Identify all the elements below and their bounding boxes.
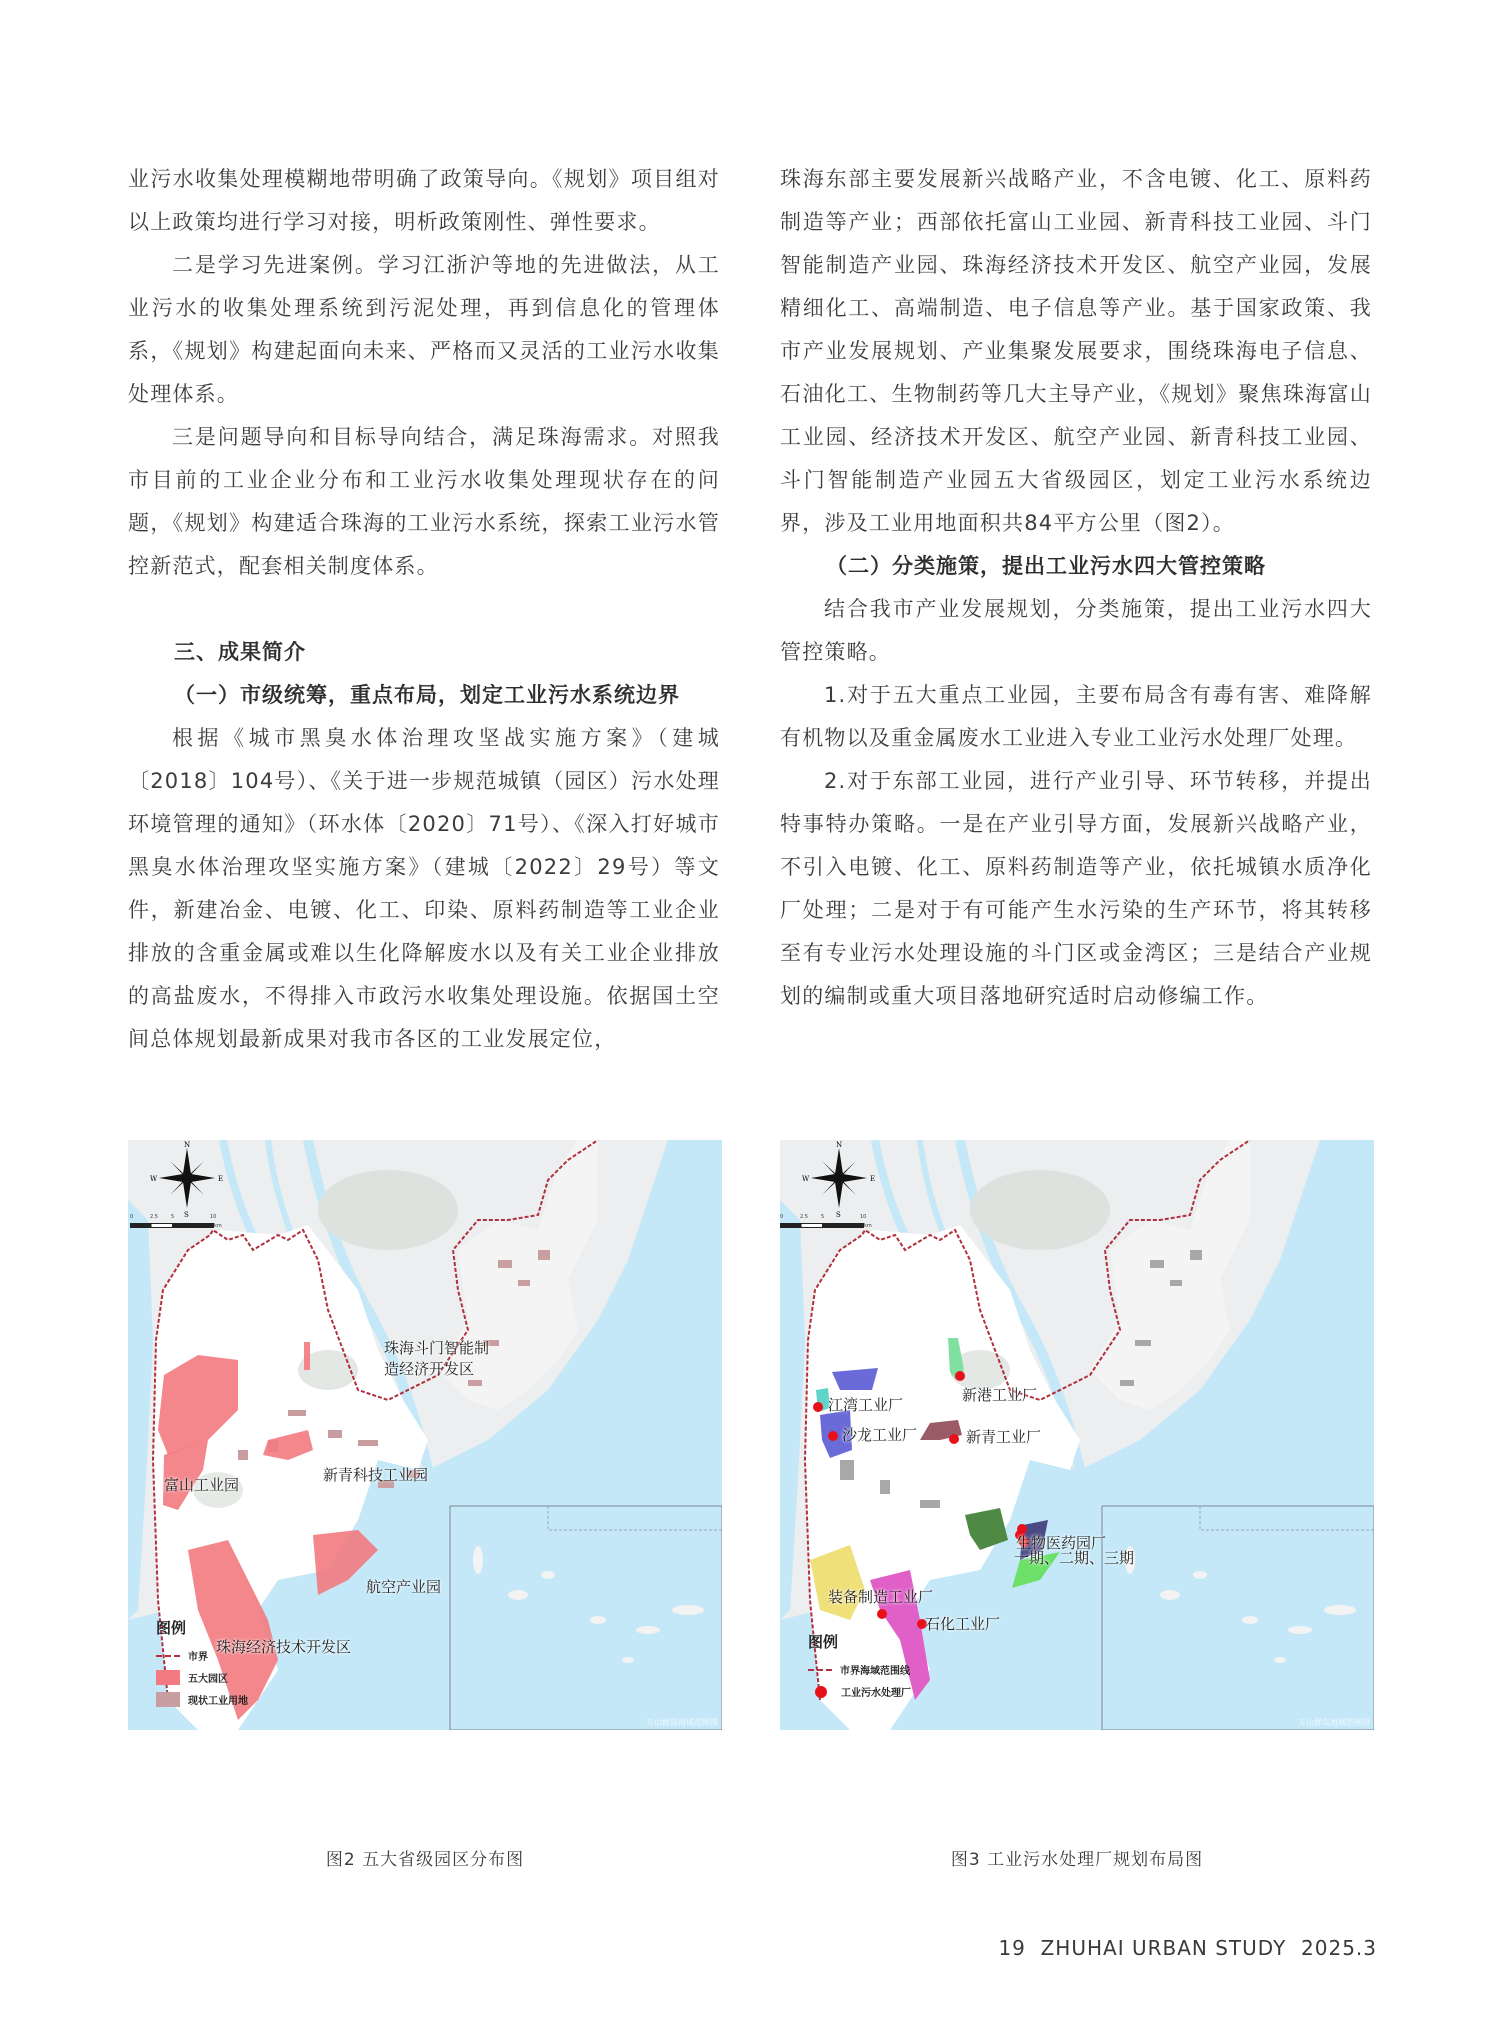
figure-3-caption: 图3 工业污水处理厂规划布局图	[950, 1850, 1204, 1870]
compass-n: N	[836, 1141, 843, 1149]
map-legend	[156, 1617, 248, 1714]
label-hangkong: 航空产业园	[366, 1578, 442, 1596]
legend-label: 市界海域范围线	[840, 1666, 910, 1677]
park-doumen	[304, 1342, 310, 1370]
body-paragraph: 二是学习先进案例。学习江浙沪等地的先进做法，从工业污水的收集处理系统到污泥处理，再到信息化的管理体系，《规划》构建起面向未来、严格而又灵活的工业污水收集处理体系。	[128, 253, 720, 406]
page-footer	[998, 1936, 1377, 1960]
compass-w: W	[802, 1175, 810, 1183]
subsection-heading: （一）市级统筹，重点布局，划定工业污水系统边界	[174, 683, 680, 707]
compass-rose	[142, 1140, 232, 1222]
label-xinqing: 新青科技工业园	[323, 1466, 429, 1484]
inset-map-frame	[1102, 1506, 1374, 1730]
legend-item	[808, 1662, 911, 1677]
hill-shade	[318, 1170, 458, 1250]
map-canvas	[780, 1140, 1374, 1730]
label-line: 珠海斗门智能制	[384, 1339, 490, 1357]
scale-tick: 2.5	[150, 1214, 158, 1220]
scale-tick: 10	[860, 1214, 867, 1220]
boundary-swatch	[156, 1655, 180, 1657]
boundary-swatch	[808, 1669, 832, 1671]
label-fushan: 富山工业园	[164, 1476, 240, 1494]
label-plant-biomed: 生物医药园厂	[1016, 1534, 1107, 1552]
industrial-swatch	[156, 1692, 180, 1707]
label-plant-xinqing: 新青工业厂	[966, 1428, 1042, 1446]
figure-3-map	[780, 1140, 1374, 1730]
plant-dot-icon	[815, 1686, 827, 1698]
body-paragraph: 1.对于五大重点工业园，主要布局含有毒有害、难降解有机物以及重金属废水工业进入专业工业污水处理厂处理。	[780, 683, 1372, 750]
right-text-column	[780, 158, 1372, 1018]
legend-item	[156, 1648, 248, 1663]
legend-item	[808, 1684, 911, 1699]
scale-tick: 5	[821, 1214, 825, 1220]
map-legend	[808, 1631, 911, 1706]
scale-unit: km	[864, 1223, 872, 1229]
compass-icon	[142, 1140, 232, 1218]
compass-s: S	[836, 1211, 841, 1218]
scale-bar	[780, 1214, 870, 1230]
hill-shade	[970, 1170, 1110, 1250]
compass-n: N	[184, 1141, 191, 1149]
label-biomed-phases: 一期、二期、三期	[1014, 1549, 1135, 1567]
legend-label: 市界	[188, 1652, 208, 1663]
scale-tick: 2.5	[800, 1214, 808, 1220]
label-plant-shalong: 沙龙工业厂	[842, 1426, 918, 1444]
plant-dot-xingang	[955, 1371, 965, 1381]
scale-bar	[130, 1214, 220, 1230]
scale-tick: 0	[130, 1214, 134, 1220]
plant-dot-jiangwan	[813, 1402, 823, 1412]
label-plant-jiangwan: 江湾工业厂	[828, 1396, 904, 1414]
plant-dot-xinqing	[949, 1434, 959, 1444]
legend-label: 五大园区	[188, 1674, 228, 1685]
body-paragraph: 三是问题导向和目标导向结合，满足珠海需求。对照我市目前的工业企业分布和工业污水收集处理现状存在的问题，《规划》构建适合珠海的工业污水系统，探索工业污水管控新范式，配套相关制度体系。	[128, 425, 720, 578]
scale-unit: km	[214, 1223, 222, 1229]
compass-s: S	[184, 1211, 189, 1218]
body-paragraph: 根据《城市黑臭水体治理攻坚战实施方案》（建城〔2018〕104号）、《关于进一步规范城镇（园区）污水处理环境管理的通知》（环水体〔2020〕71号）、《深入打好城市黑臭水体治理攻坚实施方案》（建城〔2022〕29号）等文件，新建冶金、电镀、化工、印染、原料药制造等工业企业排放的含重金属或难以生化降解废水以及有关工业企业排放的高盐废水，不得排入市政污水收集处理设施。依据国土空间总体规划最新成果对我市各区的工业发展定位，	[128, 726, 720, 1051]
legend-title: 图例	[156, 1619, 187, 1637]
label-doumen	[384, 1338, 489, 1380]
subsection-heading: （二）分类施策，提出工业污水四大管控策略	[826, 554, 1266, 578]
inset-caption: 万山群岛海域范围图	[1298, 1718, 1370, 1727]
label-plant-xingang: 新港工业厂	[962, 1386, 1038, 1404]
label-plant-petrochem: 石化工业厂	[925, 1615, 1001, 1633]
scale-tick: 0	[780, 1214, 784, 1220]
scale-tick: 5	[171, 1214, 175, 1220]
legend-label: 现状工业用地	[188, 1696, 248, 1707]
journal-name: ZHUHAI URBAN STUDY	[1040, 1936, 1287, 1960]
scale-tick: 10	[210, 1214, 217, 1220]
left-text-column	[128, 158, 720, 1061]
body-paragraph: 业污水收集处理模糊地带明确了政策导向。《规划》项目组对以上政策均进行学习对接，明析政策刚性、弹性要求。	[128, 167, 720, 234]
plant-dot-shalong	[828, 1431, 838, 1441]
legend-item	[156, 1692, 248, 1707]
body-paragraph: 珠海东部主要发展新兴战略产业，不含电镀、化工、原料药制造等产业；西部依托富山工业园、新青科技工业园、斗门智能制造产业园、珠海经济技术开发区、航空产业园，发展精细化工、高端制造、电子信息等产业。基于国家政策、我市产业发展规划、产业集聚发展要求，围绕珠海电子信息、石油化工、生物制药等几大主导产业，《规划》聚焦珠海富山工业园、经济技术开发区、航空产业园、新青科技工业园、斗门智能制造产业园五大省级园区，划定工业污水系统边界，涉及工业用地面积共84平方公里（图2）。	[780, 167, 1372, 535]
legend-item	[156, 1670, 248, 1685]
legend-label: 工业污水处理厂	[841, 1688, 911, 1699]
compass-e: E	[218, 1175, 224, 1183]
label-plant-equipment: 装备制造工业厂	[828, 1588, 934, 1606]
inset-map-frame	[450, 1506, 722, 1730]
figure-2-map	[128, 1140, 722, 1730]
inset-caption: 万山群岛海域范围图	[646, 1718, 718, 1727]
legend-title: 图例	[808, 1633, 839, 1651]
map-canvas	[128, 1140, 722, 1730]
park-swatch	[156, 1670, 180, 1685]
compass-icon	[794, 1140, 884, 1218]
body-paragraph: 结合我市产业发展规划，分类施策，提出工业污水四大管控策略。	[780, 597, 1372, 664]
issue-number: 2025.3	[1301, 1936, 1377, 1960]
body-paragraph: 2.对于东部工业园，进行产业引导、环节转移，并提出特事特办策略。一是在产业引导方面，发展新兴战略产业，不引入电镀、化工、原料药制造等产业，依托城镇水质净化厂处理；二是对于有可能产生水污染的生产环节，将其转移至有专业污水处理设施的斗门区或金湾区；三是结合产业规划的编制或重大项目落地研究适时启动修编工作。	[780, 769, 1372, 1008]
section-heading: 三、成果简介	[174, 640, 306, 664]
compass-w: W	[150, 1175, 158, 1183]
plant-dot-equipment	[877, 1609, 887, 1619]
figure-2-caption: 图2 五大省级园区分布图	[325, 1850, 525, 1870]
compass-e: E	[870, 1175, 876, 1183]
label-jingji: 珠海经济技术开发区	[216, 1638, 352, 1656]
page-number: 19	[998, 1936, 1026, 1960]
label-line: 造经济开发区	[384, 1360, 475, 1378]
compass-rose	[794, 1140, 884, 1222]
